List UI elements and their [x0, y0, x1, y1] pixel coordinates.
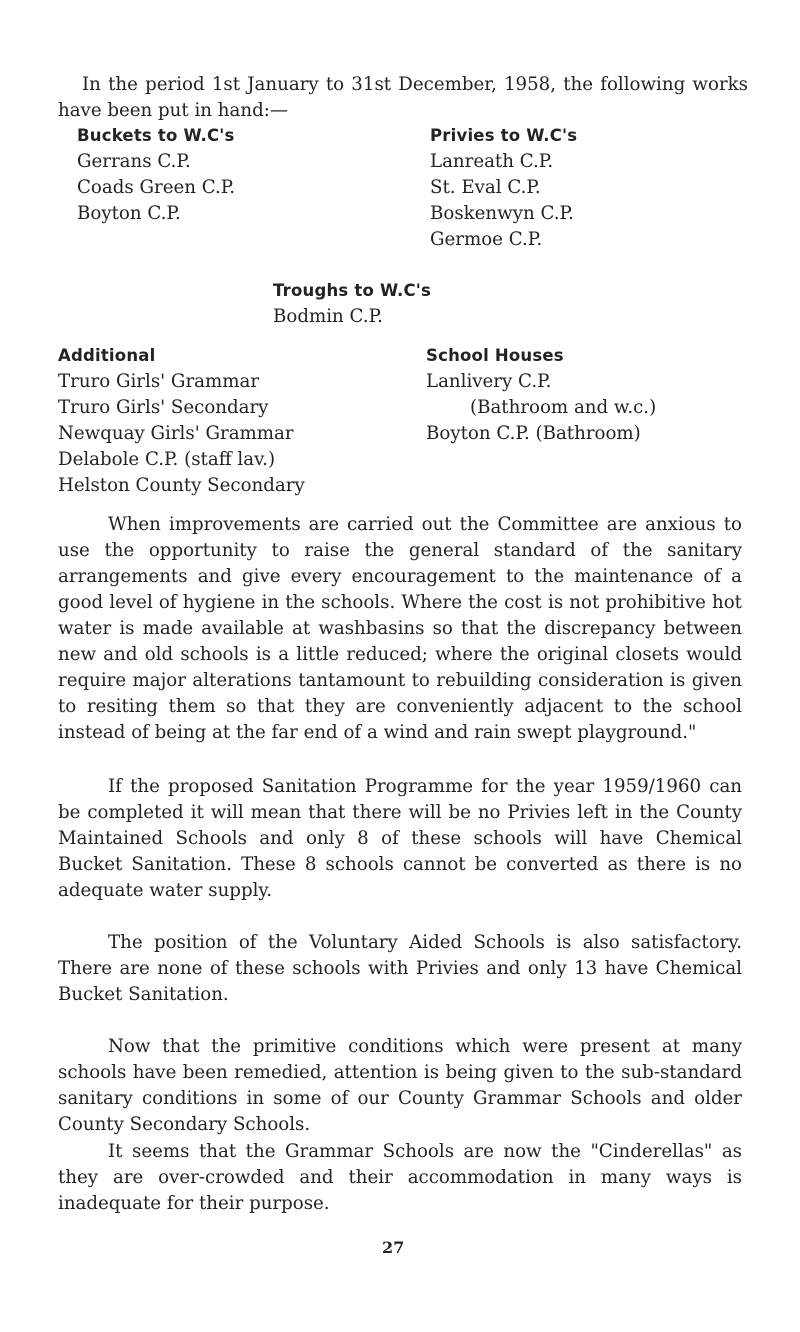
body-paragraph: When improvements are carried out the Committee are anxious to use the opportunity to raise the general standard of the sanitary arrangements and give every encouragement to the maintenance of a good level of hygiene in the schools. Where the cost is not prohibitive hot water is made available at washbasins so that the discrepancy between new and old schools is a little reduced; where the original closets would require major alterations tantamount to rebuilding consideration is given to resiting them so that they are conveniently adjacent to the school instead of being at the far end of a wind and rain swept playground."	[58, 514, 742, 743]
list-item: Delabole C.P. (staff lav.)	[58, 449, 276, 470]
school-houses-list	[426, 343, 656, 447]
list-item: Boskenwyn C.P.	[430, 203, 574, 224]
list-item: Helston County Secondary	[58, 475, 305, 496]
list-item: Truro Girls' Secondary	[58, 397, 269, 418]
troughs-heading: Troughs to W.C's	[273, 281, 432, 300]
body-paragraph: Now that the primitive conditions which were present at many schools have been remedied, attention is being given to the sub-standard sanitary conditions in some of our County Grammar Schools and older County Secondary Schools.	[58, 1036, 742, 1135]
privies-heading: Privies to W.C's	[430, 126, 578, 145]
intro-paragraph: In the period 1st January to 31st December, 1958, the following works have been put in hand:—	[58, 74, 748, 121]
list-item: Germoe C.P.	[430, 229, 543, 250]
list-item: St. Eval C.P.	[430, 177, 541, 198]
body-paragraph: If the proposed Sanitation Programme for the year 1959/1960 can be completed it will mean that there will be no Privies left in the County Maintained Schools and only 8 of these schools will have Chemical Bucket Sanitation. These 8 schools cannot be converted as there is no adequate water supply.	[58, 776, 742, 901]
body-paragraph: It seems that the Grammar Schools are now the "Cinderellas" as they are over-crowded and their accommodation in many ways is inadequate for their purpose.	[58, 1141, 742, 1214]
list-item: Boyton C.P.	[77, 203, 181, 224]
additional-heading: Additional	[58, 346, 156, 365]
list-item: Lanreath C.P.	[430, 151, 554, 172]
list-item: Boyton C.P. (Bathroom)	[426, 423, 641, 444]
buckets-heading: Buckets to W.C's	[77, 126, 235, 145]
list-item: Lanlivery C.P.	[426, 371, 552, 392]
list-item: Bodmin C.P.	[273, 306, 383, 327]
list-item: Newquay Girls' Grammar	[58, 423, 294, 444]
body-paragraph: The position of the Voluntary Aided Schools is also satisfactory. There are none of these schools with Privies and only 13 have Chemical Bucket Sanitation.	[58, 932, 742, 1005]
privies-to-wc-list	[430, 123, 577, 253]
buckets-to-wc-list	[77, 123, 235, 227]
page-number: 27	[382, 1238, 405, 1257]
school-houses-heading: School Houses	[426, 346, 564, 365]
list-item: Gerrans C.P.	[77, 151, 191, 172]
list-item: (Bathroom and w.c.)	[470, 397, 657, 418]
list-item: Coads Green C.P.	[77, 177, 236, 198]
troughs-to-wc-list	[273, 278, 431, 330]
list-item: Truro Girls' Grammar	[58, 371, 260, 392]
additional-list	[58, 343, 305, 499]
